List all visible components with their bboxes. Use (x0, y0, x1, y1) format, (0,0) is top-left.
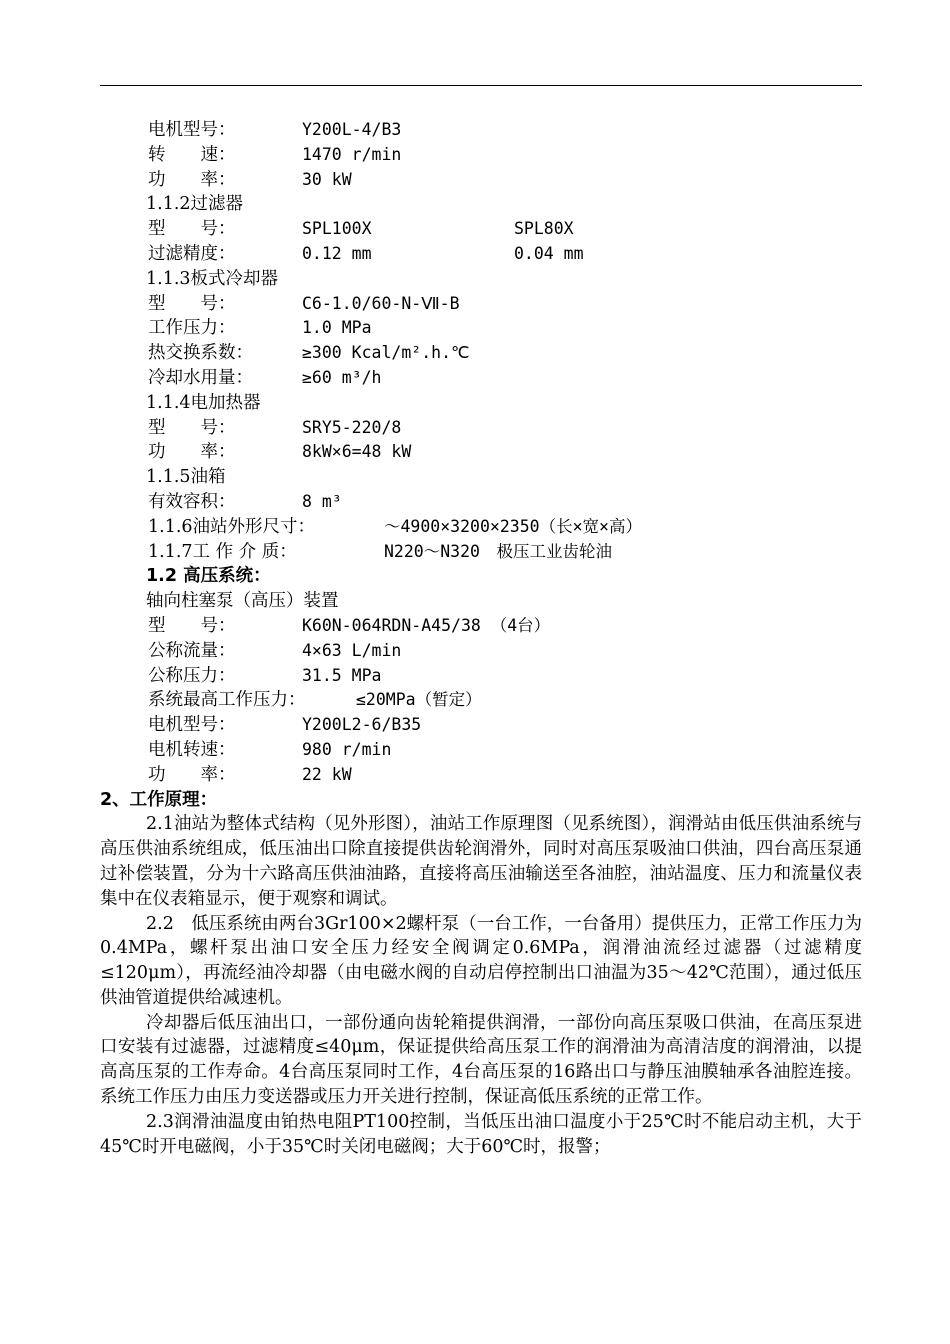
header-rule (100, 85, 862, 86)
spec-value-alt: SPL80X (514, 219, 574, 239)
spec-label: 1.2 高压系统： (146, 566, 271, 587)
spec-value: 4×63 L/min (302, 640, 402, 660)
spec-value: ≤20MPa（暂定） (356, 690, 482, 710)
spec-label: 电机型号： (148, 715, 236, 736)
document-body (0, 118, 950, 1159)
spec-row (0, 316, 950, 341)
spec-value: 31.5 MPa (302, 665, 382, 685)
spec-heading (0, 267, 950, 292)
spec-row (0, 713, 950, 738)
spec-row (0, 440, 950, 465)
spec-row (0, 118, 950, 143)
spec-heading (0, 391, 950, 416)
spec-value: 1470 r/min (302, 144, 402, 164)
spec-label: 1.1.5油箱 (146, 467, 226, 488)
spec-label: 功 率： (148, 169, 236, 190)
spec-heading (0, 564, 950, 589)
spec-label: 型 号： (148, 417, 236, 438)
spec-label: 转 速： (148, 144, 236, 165)
spec-label: 公称流量： (148, 640, 236, 661)
spec-row (0, 292, 950, 317)
spec-row (0, 738, 950, 763)
spec-label: 冷却水用量： (148, 367, 253, 388)
spec-value: 0.12 mm (302, 243, 372, 263)
paragraph-2-1: 2.1油站为整体式结构（见外形图），油站工作原理图（见系统图），润滑站由低压供油系统与高压供油系统组成，低压油出口除直接提供齿轮润滑外，同时对高压泵吸油口供油，四台高压泵通过补偿装置，分为十六路高压供油油路，直接将高压油输送至各油腔，油站温度、压力和流量仪表集中在仪表箱显示，便于观察和调试。 (100, 814, 862, 909)
spec-value: N220～N320 极压工业齿轮油 (384, 541, 612, 561)
spec-heading (0, 465, 950, 490)
spec-value: Y200L2-6/B35 (302, 715, 422, 735)
spec-row (0, 242, 950, 267)
paragraph-cooler: 冷却器后低压油出口，一部份通向齿轮箱提供润滑，一部份向高压泵吸口供油，在高压泵进口安装有过滤器，过滤精度≤40μm，保证提供给高压泵工作的润滑油为高清洁度的润滑油，以提高高压泵的工作寿命。4台高压泵同时工作，4台高压泵的16路出口与静压油膜轴承各油腔连接。系统工作压力由压力变送器或压力开关进行控制，保证高低压系统的正常工作。 (100, 1012, 862, 1108)
section-2-heading (0, 788, 950, 813)
paragraph-2-2: 2.2 低压系统由两台3Gr100×2螺杆泵（一台工作，一台备用）提供压力，正常工作压力为0.4MPa，螺杆泵出油口安全压力经安全阀调定0.6MPa，润滑油流经过滤器（过滤精度≤120μm），再流经油冷却器（由电磁水阀的自动启停控制出口油温为35～42℃范围），通过低压供油管道提供给减速机。 (100, 913, 862, 1008)
spec-label: 1.1.7工 作 介 质： (148, 541, 297, 562)
spec-label: 有效容积： (148, 491, 236, 512)
spec-label: 电机型号： (148, 120, 236, 140)
spec-row (0, 490, 950, 515)
spec-value: C6-1.0/60-N-Ⅶ-B (302, 293, 460, 313)
section-2-title: 2、工作原理： (100, 789, 218, 810)
spec-row (0, 416, 950, 441)
spec-value: 980 r/min (302, 739, 392, 759)
spec-row (0, 168, 950, 193)
spec-label: 系统最高工作压力： (148, 690, 306, 711)
spec-value: 8kW×6=48 kW (302, 442, 412, 462)
spec-value-alt: 0.04 mm (514, 243, 584, 263)
spec-row (0, 614, 950, 639)
spec-label: 型 号： (148, 219, 236, 240)
spec-row (0, 366, 950, 391)
spec-list (0, 118, 950, 788)
spec-row (0, 688, 950, 713)
spec-heading (0, 589, 950, 614)
spec-label: 型 号： (148, 293, 236, 314)
paragraph-2-3: 2.3润滑油温度由铂热电阻PT100控制，当低压出油口温度小于25℃时不能启动主机，大于45℃时开电磁阀，小于35℃时关闭电磁阀；大于60℃时，报警； (100, 1111, 862, 1157)
spec-value: SRY5-220/8 (302, 417, 402, 437)
spec-row (0, 664, 950, 689)
spec-label: 公称压力： (148, 665, 236, 686)
spec-label: 工作压力： (148, 318, 236, 339)
spec-label: 轴向柱塞泵（高压）装置 (146, 591, 339, 612)
spec-value: ≥60 m³/h (302, 367, 382, 387)
spec-value: 8 m³ (302, 491, 342, 511)
spec-value: Y200L-4/B3 (302, 120, 402, 139)
spec-value: 22 kW (302, 764, 352, 784)
spec-label: 过滤精度： (148, 243, 236, 264)
spec-value: K60N-064RDN-A45/38 （4台） (302, 615, 551, 635)
spec-row (0, 143, 950, 168)
spec-label: 1.1.2过滤器 (146, 194, 244, 215)
spec-row (0, 639, 950, 664)
spec-value: ≥300 Kcal/m².h.℃ (302, 343, 470, 363)
spec-label: 功 率： (148, 764, 236, 785)
spec-label: 功 率： (148, 442, 236, 463)
spec-value: 1.0 MPa (302, 318, 372, 338)
spec-row (0, 540, 950, 565)
spec-value: SPL100X (302, 219, 372, 239)
spec-label: 热交换系数： (148, 343, 253, 364)
spec-label: 电机转速： (148, 739, 236, 760)
spec-label: 1.1.4电加热器 (146, 392, 261, 413)
spec-heading (0, 192, 950, 217)
spec-value: ～4900×3200×2350（长×宽×高） (384, 516, 642, 536)
spec-label: 1.1.3板式冷却器 (146, 268, 279, 289)
spec-label: 1.1.6油站外形尺寸： (148, 516, 316, 537)
spec-row (0, 515, 950, 540)
spec-value: 30 kW (302, 169, 352, 189)
spec-row (0, 763, 950, 788)
spec-label: 型 号： (148, 615, 236, 636)
spec-row (0, 217, 950, 242)
spec-row (0, 341, 950, 366)
